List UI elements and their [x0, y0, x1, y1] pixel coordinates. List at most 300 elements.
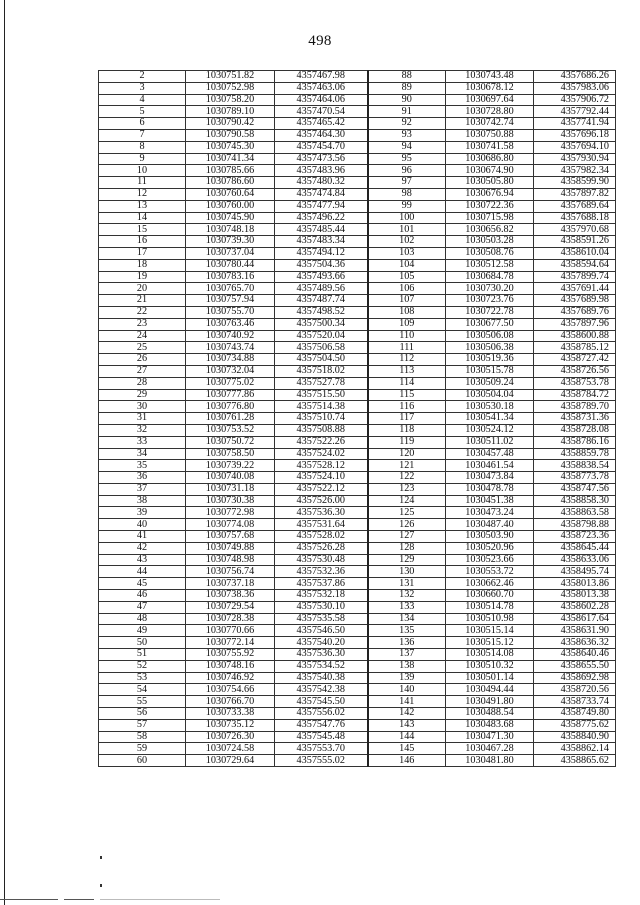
- y-coordinate-right-cell: 4358733.74: [534, 696, 616, 708]
- point-number-left-cell: 45: [99, 578, 186, 590]
- point-number-left-cell: 20: [99, 283, 186, 295]
- y-coordinate-right-cell: 4357970.68: [534, 224, 616, 236]
- point-number-right-cell: 127: [368, 531, 446, 543]
- y-coordinate-right-cell: 4358495.74: [534, 566, 616, 578]
- y-coordinate-left-cell: 4357515.50: [275, 389, 368, 401]
- x-coordinate-left-cell: 1030726.30: [186, 731, 275, 743]
- point-number-left-cell: 29: [99, 389, 186, 401]
- x-coordinate-left-cell: 1030737.04: [186, 247, 275, 259]
- point-number-right-cell: 110: [368, 330, 446, 342]
- point-number-right-cell: 131: [368, 578, 446, 590]
- point-number-left-cell: 59: [99, 743, 186, 755]
- y-coordinate-right-cell: 4358862.14: [534, 743, 616, 755]
- x-coordinate-left-cell: 1030740.92: [186, 330, 275, 342]
- y-coordinate-left-cell: 4357496.22: [275, 212, 368, 224]
- y-coordinate-left-cell: 4357540.38: [275, 672, 368, 684]
- table-row: [99, 141, 616, 153]
- point-number-right-cell: 98: [368, 188, 446, 200]
- point-number-left-cell: 13: [99, 200, 186, 212]
- y-coordinate-right-cell: 4358789.70: [534, 401, 616, 413]
- point-number-right-cell: 144: [368, 731, 446, 743]
- x-coordinate-left-cell: 1030754.66: [186, 684, 275, 696]
- x-coordinate-left-cell: 1030774.08: [186, 519, 275, 531]
- x-coordinate-right-cell: 1030515.78: [446, 365, 534, 377]
- table-row: [99, 306, 616, 318]
- point-number-left-cell: 8: [99, 141, 186, 153]
- table-row: [99, 472, 616, 484]
- point-number-right-cell: 125: [368, 507, 446, 519]
- x-coordinate-right-cell: 1030686.80: [446, 153, 534, 165]
- x-coordinate-right-cell: 1030510.32: [446, 660, 534, 672]
- y-coordinate-left-cell: 4357527.78: [275, 377, 368, 389]
- y-coordinate-right-cell: 4358747.56: [534, 483, 616, 495]
- x-coordinate-left-cell: 1030775.02: [186, 377, 275, 389]
- y-coordinate-left-cell: 4357514.38: [275, 401, 368, 413]
- table-row: [99, 424, 616, 436]
- y-coordinate-right-cell: 4357689.64: [534, 200, 616, 212]
- point-number-right-cell: 119: [368, 436, 446, 448]
- point-number-left-cell: 48: [99, 613, 186, 625]
- x-coordinate-right-cell: 1030728.80: [446, 106, 534, 118]
- table-row: [99, 389, 616, 401]
- x-coordinate-right-cell: 1030467.28: [446, 743, 534, 755]
- y-coordinate-right-cell: 4358591.26: [534, 236, 616, 248]
- y-coordinate-right-cell: 4358863.58: [534, 507, 616, 519]
- y-coordinate-right-cell: 4357899.74: [534, 271, 616, 283]
- point-number-right-cell: 104: [368, 259, 446, 271]
- y-coordinate-right-cell: 4357696.18: [534, 129, 616, 141]
- table-row: [99, 613, 616, 625]
- x-coordinate-left-cell: 1030772.98: [186, 507, 275, 519]
- point-number-left-cell: 6: [99, 118, 186, 130]
- x-coordinate-right-cell: 1030523.66: [446, 554, 534, 566]
- x-coordinate-right-cell: 1030514.08: [446, 649, 534, 661]
- x-coordinate-left-cell: 1030756.74: [186, 566, 275, 578]
- table-row: [99, 82, 616, 94]
- point-number-right-cell: 94: [368, 141, 446, 153]
- point-number-left-cell: 22: [99, 306, 186, 318]
- x-coordinate-left-cell: 1030745.90: [186, 212, 275, 224]
- point-number-left-cell: 5: [99, 106, 186, 118]
- y-coordinate-right-cell: 4357930.94: [534, 153, 616, 165]
- x-coordinate-left-cell: 1030743.74: [186, 342, 275, 354]
- x-coordinate-right-cell: 1030504.04: [446, 389, 534, 401]
- x-coordinate-right-cell: 1030514.78: [446, 601, 534, 613]
- x-coordinate-left-cell: 1030737.18: [186, 578, 275, 590]
- point-number-left-cell: 16: [99, 236, 186, 248]
- y-coordinate-right-cell: 4358859.78: [534, 448, 616, 460]
- y-coordinate-left-cell: 4357480.32: [275, 177, 368, 189]
- x-coordinate-left-cell: 1030755.70: [186, 306, 275, 318]
- y-coordinate-left-cell: 4357530.48: [275, 554, 368, 566]
- x-coordinate-left-cell: 1030731.18: [186, 483, 275, 495]
- table-row: [99, 755, 616, 767]
- table-row: [99, 71, 616, 83]
- point-number-left-cell: 35: [99, 460, 186, 472]
- x-coordinate-right-cell: 1030503.90: [446, 531, 534, 543]
- point-number-right-cell: 126: [368, 519, 446, 531]
- y-coordinate-right-cell: 4357694.10: [534, 141, 616, 153]
- point-number-right-cell: 103: [368, 247, 446, 259]
- y-coordinate-left-cell: 4357532.18: [275, 590, 368, 602]
- y-coordinate-right-cell: 4358753.78: [534, 377, 616, 389]
- point-number-left-cell: 12: [99, 188, 186, 200]
- x-coordinate-left-cell: 1030757.94: [186, 295, 275, 307]
- point-number-left-cell: 36: [99, 472, 186, 484]
- x-coordinate-right-cell: 1030677.50: [446, 318, 534, 330]
- point-number-left-cell: 50: [99, 637, 186, 649]
- x-coordinate-left-cell: 1030748.18: [186, 224, 275, 236]
- y-coordinate-left-cell: 4357465.42: [275, 118, 368, 130]
- point-number-left-cell: 56: [99, 708, 186, 720]
- table-row: [99, 519, 616, 531]
- x-coordinate-right-cell: 1030488.54: [446, 708, 534, 720]
- x-coordinate-left-cell: 1030753.52: [186, 424, 275, 436]
- point-number-left-cell: 23: [99, 318, 186, 330]
- point-number-right-cell: 137: [368, 649, 446, 661]
- y-coordinate-left-cell: 4357477.94: [275, 200, 368, 212]
- y-coordinate-right-cell: 4358727.42: [534, 354, 616, 366]
- table-row: [99, 224, 616, 236]
- table-row: [99, 531, 616, 543]
- x-coordinate-left-cell: 1030748.98: [186, 554, 275, 566]
- point-number-left-cell: 49: [99, 625, 186, 637]
- y-coordinate-right-cell: 4358728.08: [534, 424, 616, 436]
- y-coordinate-left-cell: 4357470.54: [275, 106, 368, 118]
- y-coordinate-left-cell: 4357520.04: [275, 330, 368, 342]
- x-coordinate-right-cell: 1030660.70: [446, 590, 534, 602]
- point-number-right-cell: 99: [368, 200, 446, 212]
- y-coordinate-right-cell: 4357691.44: [534, 283, 616, 295]
- y-coordinate-right-cell: 4357897.96: [534, 318, 616, 330]
- table-row: [99, 495, 616, 507]
- point-number-right-cell: 141: [368, 696, 446, 708]
- point-number-left-cell: 58: [99, 731, 186, 743]
- y-coordinate-right-cell: 4358602.28: [534, 601, 616, 613]
- x-coordinate-right-cell: 1030715.98: [446, 212, 534, 224]
- point-number-left-cell: 42: [99, 542, 186, 554]
- y-coordinate-left-cell: 4357498.52: [275, 306, 368, 318]
- x-coordinate-right-cell: 1030723.76: [446, 295, 534, 307]
- table-row: [99, 460, 616, 472]
- point-number-left-cell: 60: [99, 755, 186, 767]
- point-number-right-cell: 114: [368, 377, 446, 389]
- y-coordinate-right-cell: 4358775.62: [534, 719, 616, 731]
- x-coordinate-left-cell: 1030732.04: [186, 365, 275, 377]
- point-number-left-cell: 52: [99, 660, 186, 672]
- point-number-left-cell: 53: [99, 672, 186, 684]
- table-row: [99, 684, 616, 696]
- x-coordinate-left-cell: 1030745.30: [186, 141, 275, 153]
- coordinate-table: [98, 70, 616, 767]
- y-coordinate-right-cell: 4358865.62: [534, 755, 616, 767]
- y-coordinate-right-cell: 4358720.56: [534, 684, 616, 696]
- y-coordinate-left-cell: 4357518.02: [275, 365, 368, 377]
- x-coordinate-left-cell: 1030780.44: [186, 259, 275, 271]
- x-coordinate-left-cell: 1030738.36: [186, 590, 275, 602]
- x-coordinate-left-cell: 1030789.10: [186, 106, 275, 118]
- x-coordinate-right-cell: 1030656.82: [446, 224, 534, 236]
- y-coordinate-left-cell: 4357467.98: [275, 71, 368, 83]
- x-coordinate-left-cell: 1030752.98: [186, 82, 275, 94]
- point-number-left-cell: 14: [99, 212, 186, 224]
- x-coordinate-left-cell: 1030760.64: [186, 188, 275, 200]
- x-coordinate-left-cell: 1030770.66: [186, 625, 275, 637]
- point-number-left-cell: 47: [99, 601, 186, 613]
- y-coordinate-right-cell: 4358838.54: [534, 460, 616, 472]
- x-coordinate-right-cell: 1030478.78: [446, 483, 534, 495]
- y-coordinate-right-cell: 4357741.94: [534, 118, 616, 130]
- table-row: [99, 129, 616, 141]
- y-coordinate-left-cell: 4357522.12: [275, 483, 368, 495]
- x-coordinate-right-cell: 1030506.38: [446, 342, 534, 354]
- table-row: [99, 448, 616, 460]
- page-number: 498: [308, 33, 332, 49]
- table-row: [99, 259, 616, 271]
- y-coordinate-right-cell: 4358840.90: [534, 731, 616, 743]
- y-coordinate-right-cell: 4358013.38: [534, 590, 616, 602]
- table-row: [99, 660, 616, 672]
- x-coordinate-right-cell: 1030722.36: [446, 200, 534, 212]
- point-number-left-cell: 38: [99, 495, 186, 507]
- point-number-right-cell: 111: [368, 342, 446, 354]
- x-coordinate-left-cell: 1030729.54: [186, 601, 275, 613]
- x-coordinate-right-cell: 1030722.78: [446, 306, 534, 318]
- table-row: [99, 590, 616, 602]
- x-coordinate-left-cell: 1030739.22: [186, 460, 275, 472]
- y-coordinate-right-cell: 4358599.90: [534, 177, 616, 189]
- point-number-left-cell: 37: [99, 483, 186, 495]
- y-coordinate-right-cell: 4358636.32: [534, 637, 616, 649]
- x-coordinate-right-cell: 1030519.36: [446, 354, 534, 366]
- table-row: [99, 601, 616, 613]
- y-coordinate-left-cell: 4357536.30: [275, 649, 368, 661]
- y-coordinate-left-cell: 4357464.30: [275, 129, 368, 141]
- y-coordinate-right-cell: 4357897.82: [534, 188, 616, 200]
- point-number-right-cell: 100: [368, 212, 446, 224]
- point-number-right-cell: 145: [368, 743, 446, 755]
- table-row: [99, 106, 616, 118]
- x-coordinate-left-cell: 1030750.72: [186, 436, 275, 448]
- point-number-right-cell: 136: [368, 637, 446, 649]
- x-coordinate-left-cell: 1030735.12: [186, 719, 275, 731]
- point-number-right-cell: 118: [368, 424, 446, 436]
- y-coordinate-right-cell: 4358631.90: [534, 625, 616, 637]
- x-coordinate-right-cell: 1030524.12: [446, 424, 534, 436]
- point-number-right-cell: 116: [368, 401, 446, 413]
- x-coordinate-left-cell: 1030758.20: [186, 94, 275, 106]
- y-coordinate-right-cell: 4358610.04: [534, 247, 616, 259]
- y-coordinate-left-cell: 4357454.70: [275, 141, 368, 153]
- table-row: [99, 708, 616, 720]
- y-coordinate-right-cell: 4358640.46: [534, 649, 616, 661]
- point-number-left-cell: 2: [99, 71, 186, 83]
- y-coordinate-left-cell: 4357489.56: [275, 283, 368, 295]
- table-row: [99, 318, 616, 330]
- y-coordinate-right-cell: 4358858.30: [534, 495, 616, 507]
- table-row: [99, 212, 616, 224]
- table-row: [99, 271, 616, 283]
- table-row: [99, 554, 616, 566]
- x-coordinate-left-cell: 1030740.08: [186, 472, 275, 484]
- point-number-right-cell: 133: [368, 601, 446, 613]
- y-coordinate-left-cell: 4357547.76: [275, 719, 368, 731]
- y-coordinate-left-cell: 4357506.58: [275, 342, 368, 354]
- x-coordinate-right-cell: 1030684.78: [446, 271, 534, 283]
- x-coordinate-right-cell: 1030730.20: [446, 283, 534, 295]
- point-number-right-cell: 117: [368, 413, 446, 425]
- x-coordinate-left-cell: 1030751.82: [186, 71, 275, 83]
- y-coordinate-left-cell: 4357535.58: [275, 613, 368, 625]
- point-number-left-cell: 57: [99, 719, 186, 731]
- x-coordinate-left-cell: 1030757.68: [186, 531, 275, 543]
- x-coordinate-left-cell: 1030772.14: [186, 637, 275, 649]
- point-number-right-cell: 123: [368, 483, 446, 495]
- x-coordinate-left-cell: 1030785.66: [186, 165, 275, 177]
- point-number-left-cell: 41: [99, 531, 186, 543]
- x-coordinate-left-cell: 1030748.16: [186, 660, 275, 672]
- x-coordinate-left-cell: 1030790.58: [186, 129, 275, 141]
- point-number-left-cell: 7: [99, 129, 186, 141]
- y-coordinate-left-cell: 4357532.36: [275, 566, 368, 578]
- y-coordinate-left-cell: 4357531.64: [275, 519, 368, 531]
- point-number-right-cell: 93: [368, 129, 446, 141]
- y-coordinate-right-cell: 4358731.36: [534, 413, 616, 425]
- table-row: [99, 247, 616, 259]
- y-coordinate-left-cell: 4357487.74: [275, 295, 368, 307]
- y-coordinate-right-cell: 4357689.98: [534, 295, 616, 307]
- y-coordinate-left-cell: 4357555.02: [275, 755, 368, 767]
- point-number-right-cell: 130: [368, 566, 446, 578]
- point-number-left-cell: 24: [99, 330, 186, 342]
- y-coordinate-left-cell: 4357526.28: [275, 542, 368, 554]
- point-number-left-cell: 31: [99, 413, 186, 425]
- x-coordinate-left-cell: 1030733.38: [186, 708, 275, 720]
- point-number-left-cell: 17: [99, 247, 186, 259]
- y-coordinate-right-cell: 4358600.88: [534, 330, 616, 342]
- table-row: [99, 118, 616, 130]
- x-coordinate-left-cell: 1030766.70: [186, 696, 275, 708]
- y-coordinate-left-cell: 4357524.02: [275, 448, 368, 460]
- x-coordinate-right-cell: 1030506.08: [446, 330, 534, 342]
- y-coordinate-left-cell: 4357504.50: [275, 354, 368, 366]
- y-coordinate-right-cell: 4358798.88: [534, 519, 616, 531]
- table-row: [99, 342, 616, 354]
- y-coordinate-left-cell: 4357534.52: [275, 660, 368, 672]
- point-number-right-cell: 146: [368, 755, 446, 767]
- table-row: [99, 413, 616, 425]
- table-row: [99, 578, 616, 590]
- x-coordinate-right-cell: 1030742.74: [446, 118, 534, 130]
- point-number-right-cell: 112: [368, 354, 446, 366]
- table-row: [99, 649, 616, 661]
- table-row: [99, 542, 616, 554]
- y-coordinate-left-cell: 4357536.30: [275, 507, 368, 519]
- table-row: [99, 165, 616, 177]
- point-number-left-cell: 51: [99, 649, 186, 661]
- x-coordinate-right-cell: 1030510.98: [446, 613, 534, 625]
- y-coordinate-left-cell: 4357493.66: [275, 271, 368, 283]
- point-number-right-cell: 108: [368, 306, 446, 318]
- x-coordinate-right-cell: 1030511.02: [446, 436, 534, 448]
- point-number-left-cell: 19: [99, 271, 186, 283]
- point-number-left-cell: 54: [99, 684, 186, 696]
- y-coordinate-left-cell: 4357540.20: [275, 637, 368, 649]
- point-number-left-cell: 46: [99, 590, 186, 602]
- point-number-right-cell: 102: [368, 236, 446, 248]
- point-number-left-cell: 33: [99, 436, 186, 448]
- x-coordinate-right-cell: 1030509.24: [446, 377, 534, 389]
- x-coordinate-right-cell: 1030508.76: [446, 247, 534, 259]
- point-number-right-cell: 135: [368, 625, 446, 637]
- point-number-right-cell: 88: [368, 71, 446, 83]
- table-row: [99, 94, 616, 106]
- x-coordinate-left-cell: 1030739.30: [186, 236, 275, 248]
- y-coordinate-right-cell: 4358773.78: [534, 472, 616, 484]
- point-number-left-cell: 26: [99, 354, 186, 366]
- y-coordinate-right-cell: 4357906.72: [534, 94, 616, 106]
- x-coordinate-left-cell: 1030763.46: [186, 318, 275, 330]
- point-number-left-cell: 32: [99, 424, 186, 436]
- table-row: [99, 625, 616, 637]
- y-coordinate-right-cell: 4358786.16: [534, 436, 616, 448]
- y-coordinate-left-cell: 4357508.88: [275, 424, 368, 436]
- y-coordinate-left-cell: 4357483.34: [275, 236, 368, 248]
- point-number-right-cell: 97: [368, 177, 446, 189]
- x-coordinate-right-cell: 1030451.38: [446, 495, 534, 507]
- x-coordinate-right-cell: 1030505.80: [446, 177, 534, 189]
- point-number-right-cell: 128: [368, 542, 446, 554]
- x-coordinate-left-cell: 1030741.34: [186, 153, 275, 165]
- point-number-right-cell: 92: [368, 118, 446, 130]
- x-coordinate-right-cell: 1030674.90: [446, 165, 534, 177]
- point-number-right-cell: 91: [368, 106, 446, 118]
- y-coordinate-left-cell: 4357463.06: [275, 82, 368, 94]
- point-number-right-cell: 113: [368, 365, 446, 377]
- point-number-left-cell: 18: [99, 259, 186, 271]
- scan-bottom-artifacts: [0, 895, 640, 905]
- x-coordinate-right-cell: 1030741.58: [446, 141, 534, 153]
- point-number-left-cell: 3: [99, 82, 186, 94]
- table-row: [99, 719, 616, 731]
- x-coordinate-left-cell: 1030724.58: [186, 743, 275, 755]
- y-coordinate-left-cell: 4357524.10: [275, 472, 368, 484]
- x-coordinate-left-cell: 1030761.28: [186, 413, 275, 425]
- point-number-left-cell: 39: [99, 507, 186, 519]
- point-number-right-cell: 122: [368, 472, 446, 484]
- x-coordinate-right-cell: 1030697.64: [446, 94, 534, 106]
- y-coordinate-right-cell: 4358645.44: [534, 542, 616, 554]
- x-coordinate-right-cell: 1030471.30: [446, 731, 534, 743]
- y-coordinate-right-cell: 4358692.98: [534, 672, 616, 684]
- y-coordinate-right-cell: 4358785.12: [534, 342, 616, 354]
- table-row: [99, 295, 616, 307]
- point-number-right-cell: 124: [368, 495, 446, 507]
- y-coordinate-right-cell: 4358723.36: [534, 531, 616, 543]
- x-coordinate-right-cell: 1030515.14: [446, 625, 534, 637]
- x-coordinate-right-cell: 1030678.12: [446, 82, 534, 94]
- x-coordinate-left-cell: 1030765.70: [186, 283, 275, 295]
- point-number-left-cell: 4: [99, 94, 186, 106]
- y-coordinate-right-cell: 4358633.06: [534, 554, 616, 566]
- x-coordinate-right-cell: 1030487.40: [446, 519, 534, 531]
- y-coordinate-left-cell: 4357528.12: [275, 460, 368, 472]
- y-coordinate-left-cell: 4357537.86: [275, 578, 368, 590]
- table-row: [99, 236, 616, 248]
- x-coordinate-left-cell: 1030776.80: [186, 401, 275, 413]
- x-coordinate-right-cell: 1030494.44: [446, 684, 534, 696]
- scan-dot: [100, 856, 102, 859]
